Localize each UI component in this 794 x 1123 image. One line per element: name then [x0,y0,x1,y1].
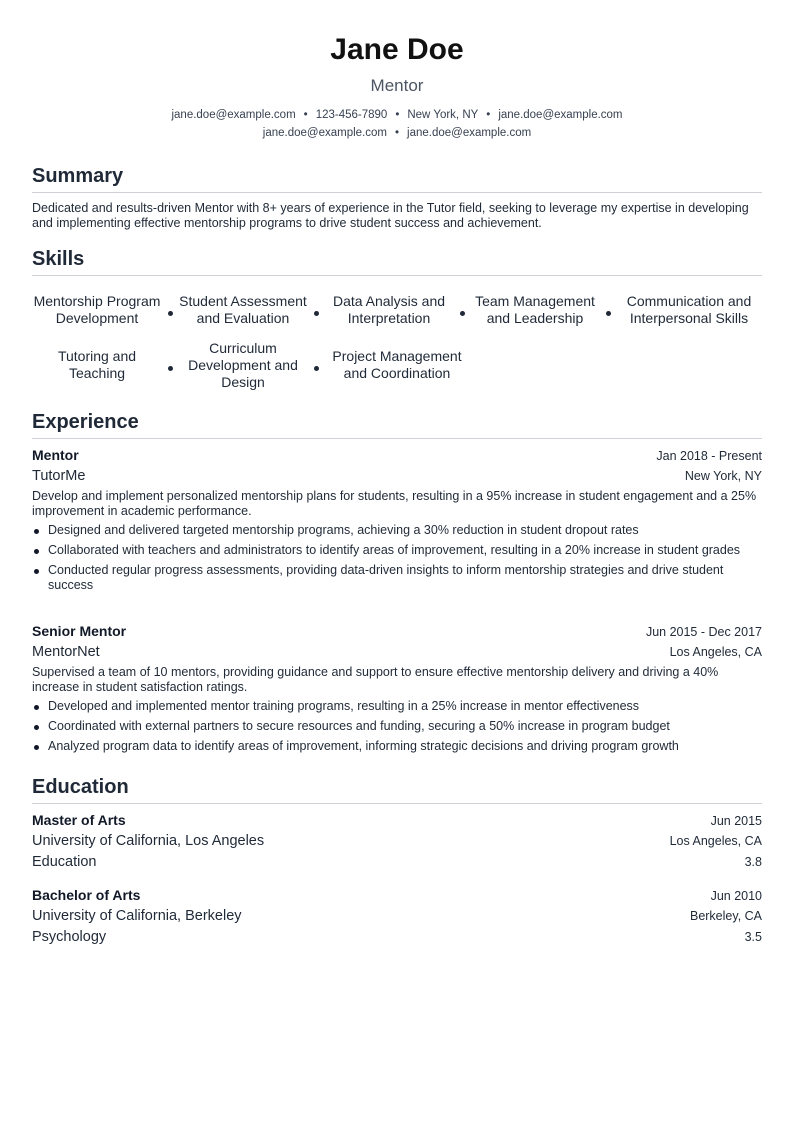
contact-email[interactable]: jane.doe@example.com [498,109,623,121]
skill-separator [606,311,611,316]
bullet-dot [34,529,39,534]
job-summary: Supervised a team of 10 mentors, providing guidance and support to ensure effective mentorship delivery and driving a 40% increase in student satisfaction ratings. [32,665,719,694]
skill-item: Mentorship Program Development [33,293,161,326]
school-location: Berkeley, CA [689,909,762,923]
job-title: Mentor [32,447,79,463]
skill-item: Curriculum Development and Design [188,339,298,390]
list-item [32,699,762,714]
bullet-dot [34,745,39,750]
degree: Master of Arts [32,812,126,828]
field-of-study: Psychology [32,929,107,945]
skill-separator [460,311,465,316]
job-location: Los Angeles, CA [669,645,762,659]
job-header [32,447,762,463]
skill-separator [168,311,173,316]
graduation-date: Jun 2015 [710,814,762,828]
bullet-text: Designed and delivered targeted mentorship programs, achieving a 30% reduction in student dropout rates [48,523,639,537]
bullet-text: Conducted regular progress assessments, providing data-driven insights to inform mentorship strategies and drive student success [48,563,724,592]
skill-separator [314,366,319,371]
list-item [32,543,762,558]
skill-item: Student Assessment and Evaluation [179,293,307,326]
list-item [32,739,762,754]
bullet-dot [34,725,39,730]
skill-item: Data Analysis and Interpretation [332,293,446,326]
skill-item: Team Management and Leadership [475,293,595,326]
job-bullets [32,523,762,598]
list-item [32,563,762,593]
education-school-row [32,908,762,924]
skill-item: Project Management and Coordination [332,348,462,381]
bullet-dot [34,569,39,574]
skill-item: Tutoring and Teaching [57,348,137,381]
education-field-row [32,929,762,945]
gpa: 3.8 [744,855,762,869]
experience-heading: Experience [32,410,762,439]
summary-heading: Summary [32,164,762,193]
education-field-row [32,854,762,870]
job-company-row [32,644,762,660]
list-item [32,719,762,734]
skill-item: Communication and Interpersonal Skills [626,293,752,326]
job-bullets [32,699,762,759]
bullet-text: Developed and implemented mentor training programs, resulting in a 25% increase in mentor effectiveness [48,699,640,713]
education-header [32,887,762,903]
school-location: Los Angeles, CA [669,834,762,848]
skills-heading: Skills [32,247,762,276]
education-school-row [32,833,762,849]
school: University of California, Berkeley [32,908,242,924]
field-of-study: Education [32,854,97,870]
contact-line-2: jane.doe@example.com • jane.doe@example.com [262,127,532,139]
skill-separator [314,311,319,316]
job-company-row [32,468,762,484]
education-header [32,812,762,828]
education-heading: Education [32,775,762,804]
job-dates: Jun 2015 - Dec 2017 [645,625,762,639]
candidate-title: Mentor [370,76,424,95]
bullet-dot [34,549,39,554]
contact-email[interactable]: jane.doe@example.com [171,109,296,121]
contact-line-1: jane.doe@example.com • 123-456-7890 • New York, NY • jane.doe@example.com [171,109,623,121]
summary-text: Dedicated and results-driven Mentor with 8+ years of experience in the Tutor field, seeking to leverage my expertise in developing and implementing effective mentorship programs to drive student success and achievement. [32,201,749,230]
graduation-date: Jun 2010 [710,889,762,903]
contact-email[interactable]: jane.doe@example.com [262,127,387,139]
bullet-text: Coordinated with external partners to secure resources and funding, securing a 50% increase in program budget [48,719,670,733]
list-item [32,523,762,538]
bullet-text: Collaborated with teachers and administrators to identify areas of improvement, resulting in a 20% increase in student grades [48,543,741,557]
gpa: 3.5 [744,930,762,944]
job-dates: Jan 2018 - Present [656,449,762,463]
bullet-dot [34,705,39,710]
school: University of California, Los Angeles [32,833,265,849]
job-title: Senior Mentor [32,623,127,639]
job-header [32,623,762,639]
contact-location: New York, NY [407,109,479,121]
candidate-name: Jane Doe [330,33,464,66]
job-company: TutorMe [32,468,86,484]
degree: Bachelor of Arts [32,887,141,903]
job-company: MentorNet [32,644,100,660]
job-summary: Develop and implement personalized mentorship plans for students, resulting in a 95% increase in student engagement and a 25% improvement in academic performance. [32,489,757,518]
contact-email[interactable]: jane.doe@example.com [407,127,532,139]
job-location: New York, NY [684,469,762,483]
bullet-text: Analyzed program data to identify areas of improvement, informing strategic decisions and driving program growth [48,739,679,753]
contact-phone[interactable]: 123-456-7890 [315,109,388,121]
skill-separator [168,366,173,371]
